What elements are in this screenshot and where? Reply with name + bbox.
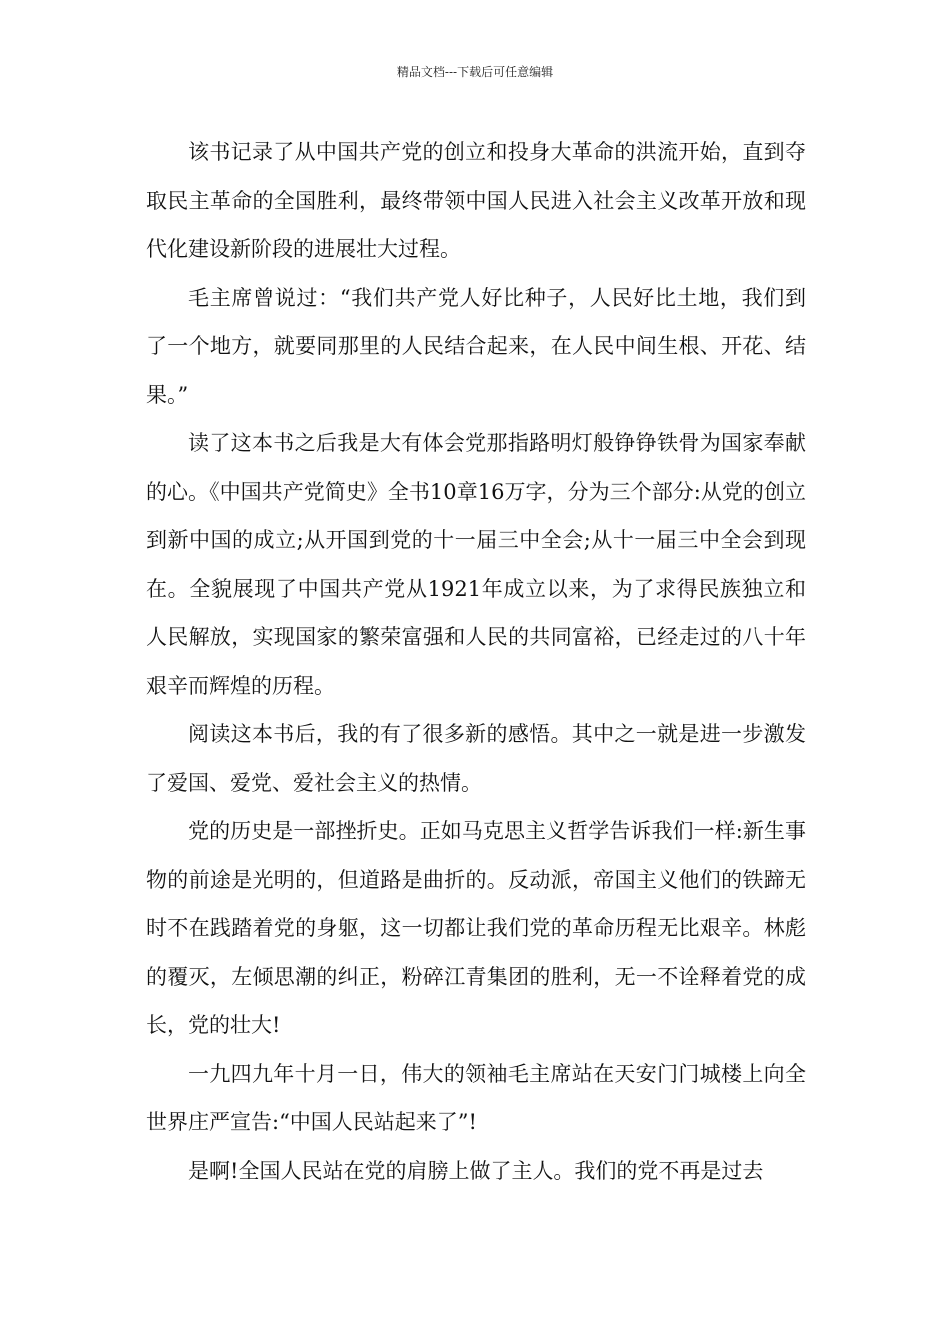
paragraph: 读了这本书之后我是大有体会党那指路明灯般铮铮铁骨为国家奉献的心。《中国共产党简史》全书10章16万字，分为三个部分:从党的创立到新中国的成立;从开国到党的十一届三中全会;从十一届三中全会到现在。全貌展现了中国共产党从1921年成立以来，为了求得民族独立和人民解放，实现国家的繁荣富强和人民的共同富裕，已经走过的八十年艰辛而辉煌的历程。 (146, 431, 806, 698)
paragraph: 该书记录了从中国共产党的创立和投身大革命的洪流开始，直到夺取民主革命的全国胜利，最终带领中国人民进入社会主义改革开放和现代化建设新阶段的进展壮大过程。 (146, 140, 806, 261)
page-header: 精品文档---下载后可任意编辑 (396, 65, 554, 79)
paragraph: 毛主席曾说过：“我们共产党人好比种子，人民好比土地，我们到了一个地方，就要同那里的人民结合起来，在人民中间生根、开花、结果。” (146, 285, 806, 407)
paragraph: 阅读这本书后，我的有了很多新的感悟。其中之一就是进一步激发了爱国、爱党、爱社会主义的热情。 (146, 722, 806, 795)
paragraph: 是啊!全国人民站在党的肩膀上做了主人。我们的党不再是过去 (188, 1158, 764, 1183)
paragraph: 一九四九年十月一日，伟大的领袖毛主席站在天安门门城楼上向全世界庄严宣告:“中国人民站起来了”! (146, 1061, 806, 1134)
paragraph: 党的历史是一部挫折史。正如马克思主义哲学告诉我们一样:新生事物的前途是光明的，但道路是曲折的。反动派，帝国主义他们的铁蹄无时不在践踏着党的身躯，这一切都让我们党的革命历程无比艰辛。林彪的覆灭，左倾思潮的纠正，粉碎江青集团的胜利，无一不诠释着党的成长，党的壮大! (146, 819, 806, 1037)
document-body (146, 128, 806, 1195)
